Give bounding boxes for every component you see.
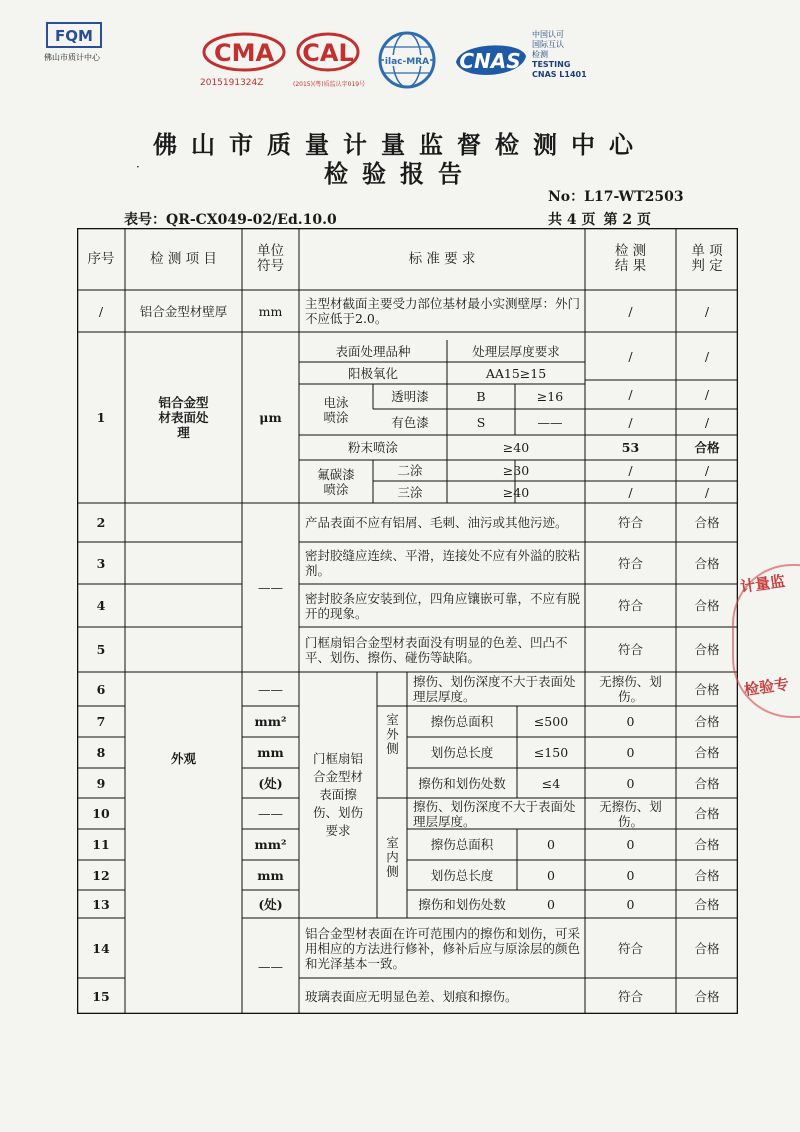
unit-dash: —— (258, 958, 283, 974)
row6-unit: —— (258, 681, 283, 697)
cal-mark-icon (293, 32, 363, 72)
row8-judge: 合格 (694, 745, 720, 760)
row11-name: 擦伤总面积 (430, 837, 494, 852)
row6-judge: 合格 (694, 681, 720, 697)
hdr-judge-l2: 判 定 (691, 258, 723, 274)
form-number: 表号：QR-CX049-02/Ed.10.0 (124, 212, 337, 228)
cnas-mark-icon (450, 38, 530, 82)
row10-req: 擦伤、划伤深度不大于表面处理层厚度。 (413, 798, 576, 829)
row1-hdr-req: 处理层厚度要求 (472, 343, 560, 359)
report-title: 检验报告 (324, 159, 476, 188)
row10-judge: 合格 (694, 806, 720, 821)
cnas-line: 检测 (532, 50, 548, 59)
row1-seq: 1 (96, 410, 106, 425)
row9-val: ≤4 (541, 775, 561, 791)
row9-judge: 合格 (694, 775, 720, 791)
row7-seq: 7 (96, 714, 106, 729)
row5-req: 门框扇铝合金型材表面没有明显的色差、凹凸不平、划伤、擦伤、碰伤等缺陷。 (305, 634, 568, 665)
powder-req: ≥40 (502, 440, 530, 455)
scratch-label: 门框扇铝合金型材表面擦伤、划伤要求 (312, 751, 363, 838)
hdr-seq: 序号 (87, 250, 115, 267)
row11-unit: mm² (254, 837, 287, 852)
hdr-result (585, 228, 676, 290)
row1-judge: / (704, 348, 710, 364)
stamp-text-bottom: 检验专 (743, 674, 791, 700)
hdr-req: 标 准 要 求 (408, 250, 476, 267)
row1-result: / (628, 348, 633, 364)
row2-result: 符合 (617, 515, 643, 530)
row1-judge: 合格 (694, 440, 720, 455)
cal-caption: (2015)(粤)质监认字019号 (293, 81, 366, 88)
cnas-line: 中国认可 (532, 30, 564, 39)
cnas-side-text (532, 30, 587, 80)
row15-seq: 15 (92, 988, 110, 1004)
svg-text:ilac-MRA: ilac-MRA (384, 57, 430, 67)
fqm-logo-lettering (48, 24, 100, 46)
row13-val: 0 (547, 896, 555, 912)
hdr-unit (242, 228, 299, 290)
anodizing: 阳极氧化 (347, 365, 398, 381)
row8-name: 划伤总长度 (430, 745, 494, 760)
row8-val: ≤150 (533, 745, 569, 760)
row3-req: 密封胶缝应连续、平滑，连接处不应有外溢的胶粘剂。 (305, 548, 581, 578)
speck: · (136, 160, 140, 174)
indoor-label: 室内侧 (384, 836, 400, 880)
row0-judge: / (704, 303, 710, 319)
row0-req: 主型材截面主要受力部位基材最小实测壁厚：外门不应低于2.0。 (305, 296, 581, 326)
row9-unit: (处) (258, 775, 283, 791)
org-title: 佛山市质量计量监督检测中心 (153, 130, 647, 159)
fqm-logo (44, 22, 104, 63)
row13-seq: 13 (92, 896, 110, 912)
row5-result: 符合 (617, 642, 643, 657)
anodizing-req: AA15≥15 (485, 365, 547, 381)
row13-name: 擦伤和划伤处数 (418, 896, 506, 912)
row9-result: 0 (626, 775, 635, 791)
hdr-judge (676, 228, 738, 290)
row13-unit: (处) (258, 896, 283, 912)
row12-judge: 合格 (694, 867, 720, 883)
svg-text:CAL: CAL (302, 39, 354, 67)
row15-judge: 合格 (694, 988, 720, 1004)
row0-seq: / (98, 303, 104, 319)
outdoor-label: 室外侧 (384, 713, 400, 757)
three-coat: 三涂 (397, 484, 423, 500)
row1-judge: / (704, 484, 710, 500)
row2-req: 产品表面不应有铝屑、毛刺、油污或其他污迹。 (305, 515, 568, 530)
cma-logo (200, 32, 288, 88)
row14-seq: 14 (92, 940, 110, 956)
row7-val: ≤500 (533, 714, 569, 729)
row8-unit: mm (257, 745, 284, 760)
row13-result: 0 (626, 896, 635, 912)
row1-judge: / (704, 463, 710, 478)
row0-unit: mm (258, 303, 283, 319)
row1-unit: μm (259, 410, 282, 425)
clear-req: ≥16 (536, 389, 564, 404)
electrophoresis: 电泳喷涂 (323, 394, 349, 425)
row7-judge: 合格 (694, 714, 720, 729)
row11-judge: 合格 (694, 837, 720, 852)
hdr-result-l1: 检 测 (614, 243, 647, 259)
row4-result: 符合 (617, 598, 643, 613)
row0-item: 铝合金型材壁厚 (139, 303, 228, 319)
svg-text:CMA: CMA (213, 39, 275, 67)
row5-seq: 5 (96, 642, 106, 657)
hdr-judge-l1: 单 项 (691, 243, 723, 259)
row1-judge: / (704, 387, 710, 402)
two-coat: 二涂 (397, 463, 423, 478)
row12-unit: mm (257, 867, 284, 883)
report-number: No：L17-WT2503 (548, 189, 684, 205)
row3-result: 符合 (617, 555, 643, 571)
row7-unit: mm² (254, 714, 287, 729)
hdr-item: 检 测 项 目 (150, 250, 217, 267)
row15-req: 玻璃表面应无明显色差、划痕和擦伤。 (305, 988, 518, 1004)
cma-mark-icon (200, 32, 288, 72)
row7-name: 擦伤总面积 (430, 714, 494, 729)
row1-result: / (628, 387, 633, 402)
colored-req: —— (537, 414, 563, 430)
row6-seq: 6 (96, 681, 106, 697)
colored-coat: 有色漆 (391, 414, 429, 430)
unit-dash: —— (258, 580, 283, 595)
inspection-table (77, 228, 738, 1014)
row15-result: 符合 (617, 988, 643, 1004)
hdr-result-l2: 结 果 (614, 258, 647, 274)
row12-name: 划伤总长度 (430, 867, 494, 883)
fluorocarbon: 氟碳漆喷涂 (317, 466, 355, 497)
page-current: 第 2 页 (603, 212, 651, 228)
two-coat-req: ≥30 (502, 463, 530, 478)
row1-judge: / (704, 414, 710, 430)
row9-seq: 9 (96, 775, 106, 791)
row0-result: / (628, 303, 633, 319)
fqm-caption: 佛山市质计中心 (44, 53, 100, 62)
row2-seq: 2 (96, 515, 106, 530)
cal-logo (293, 32, 371, 88)
row2-judge: 合格 (694, 515, 720, 530)
row11-seq: 11 (92, 837, 110, 852)
row8-result: 0 (626, 745, 635, 760)
row1-result: / (628, 414, 633, 430)
row12-result: 0 (626, 867, 635, 883)
row1-result: / (628, 463, 633, 478)
row14-result: 符合 (617, 940, 643, 956)
three-coat-req: ≥40 (502, 484, 530, 500)
row8-seq: 8 (96, 745, 106, 760)
hdr-unit-l1: 单位 (257, 243, 284, 259)
powder-coat: 粉末喷涂 (347, 440, 398, 455)
svg-text:CNAS: CNAS (459, 49, 521, 73)
svg-text:FQM: FQM (55, 27, 93, 45)
cma-caption: 2015191324Z (200, 78, 264, 88)
row1-result: 53 (621, 440, 640, 455)
row1-result: / (628, 484, 633, 500)
row12-seq: 12 (92, 867, 110, 883)
stamp-text-top: 计量监 (739, 571, 787, 597)
ilac-globe-icon (376, 30, 438, 90)
clear-grade: B (476, 389, 486, 404)
colored-grade: S (476, 414, 486, 430)
hdr-unit-l2: 符号 (257, 258, 284, 274)
row14-req: 铝合金型材表面在许可范围内的擦伤和划伤，可采用相应的方法进行修补，修补后应与原涂层的颜色和光泽基本一致。 (305, 925, 581, 971)
row7-result: 0 (626, 714, 635, 729)
row6-req: 擦伤、划伤深度不大于表面处理层厚度。 (413, 674, 576, 704)
row11-val: 0 (547, 837, 555, 852)
row10-unit: —— (258, 806, 283, 821)
row12-val: 0 (547, 867, 555, 883)
pages-total: 共 4 页 (548, 212, 596, 228)
appearance-label: 外观 (170, 751, 196, 766)
row1-hdr-type: 表面处理品种 (335, 343, 411, 359)
cnas-line: 国际互认 (532, 40, 564, 49)
ilac-logo (376, 30, 438, 94)
page-info (548, 209, 659, 229)
clear-coat: 透明漆 (391, 389, 429, 404)
row1-item: 铝合金型材表面处理 (158, 395, 209, 440)
row3-judge: 合格 (694, 555, 720, 571)
row14-judge: 合格 (694, 940, 720, 956)
row4-req: 密封胶条应安装到位，四角应镶嵌可靠，不应有脱开的现象。 (305, 590, 581, 621)
row4-judge: 合格 (694, 598, 720, 613)
row4-seq: 4 (96, 598, 106, 613)
cnas-line: TESTING (532, 60, 571, 69)
row13-judge: 合格 (694, 896, 720, 912)
row6-result: 无擦伤、划伤。 (599, 674, 662, 704)
row3-seq: 3 (96, 555, 106, 571)
fqm-logo-mark (46, 22, 102, 48)
row10-seq: 10 (92, 806, 110, 821)
row10-result: 无擦伤、划伤。 (599, 798, 662, 829)
cnas-line: CNAS L1401 (532, 70, 587, 79)
row11-result: 0 (626, 837, 635, 852)
cnas-logo (450, 38, 530, 86)
row9-name: 擦伤和划伤处数 (418, 775, 506, 791)
row5-judge: 合格 (694, 642, 720, 657)
